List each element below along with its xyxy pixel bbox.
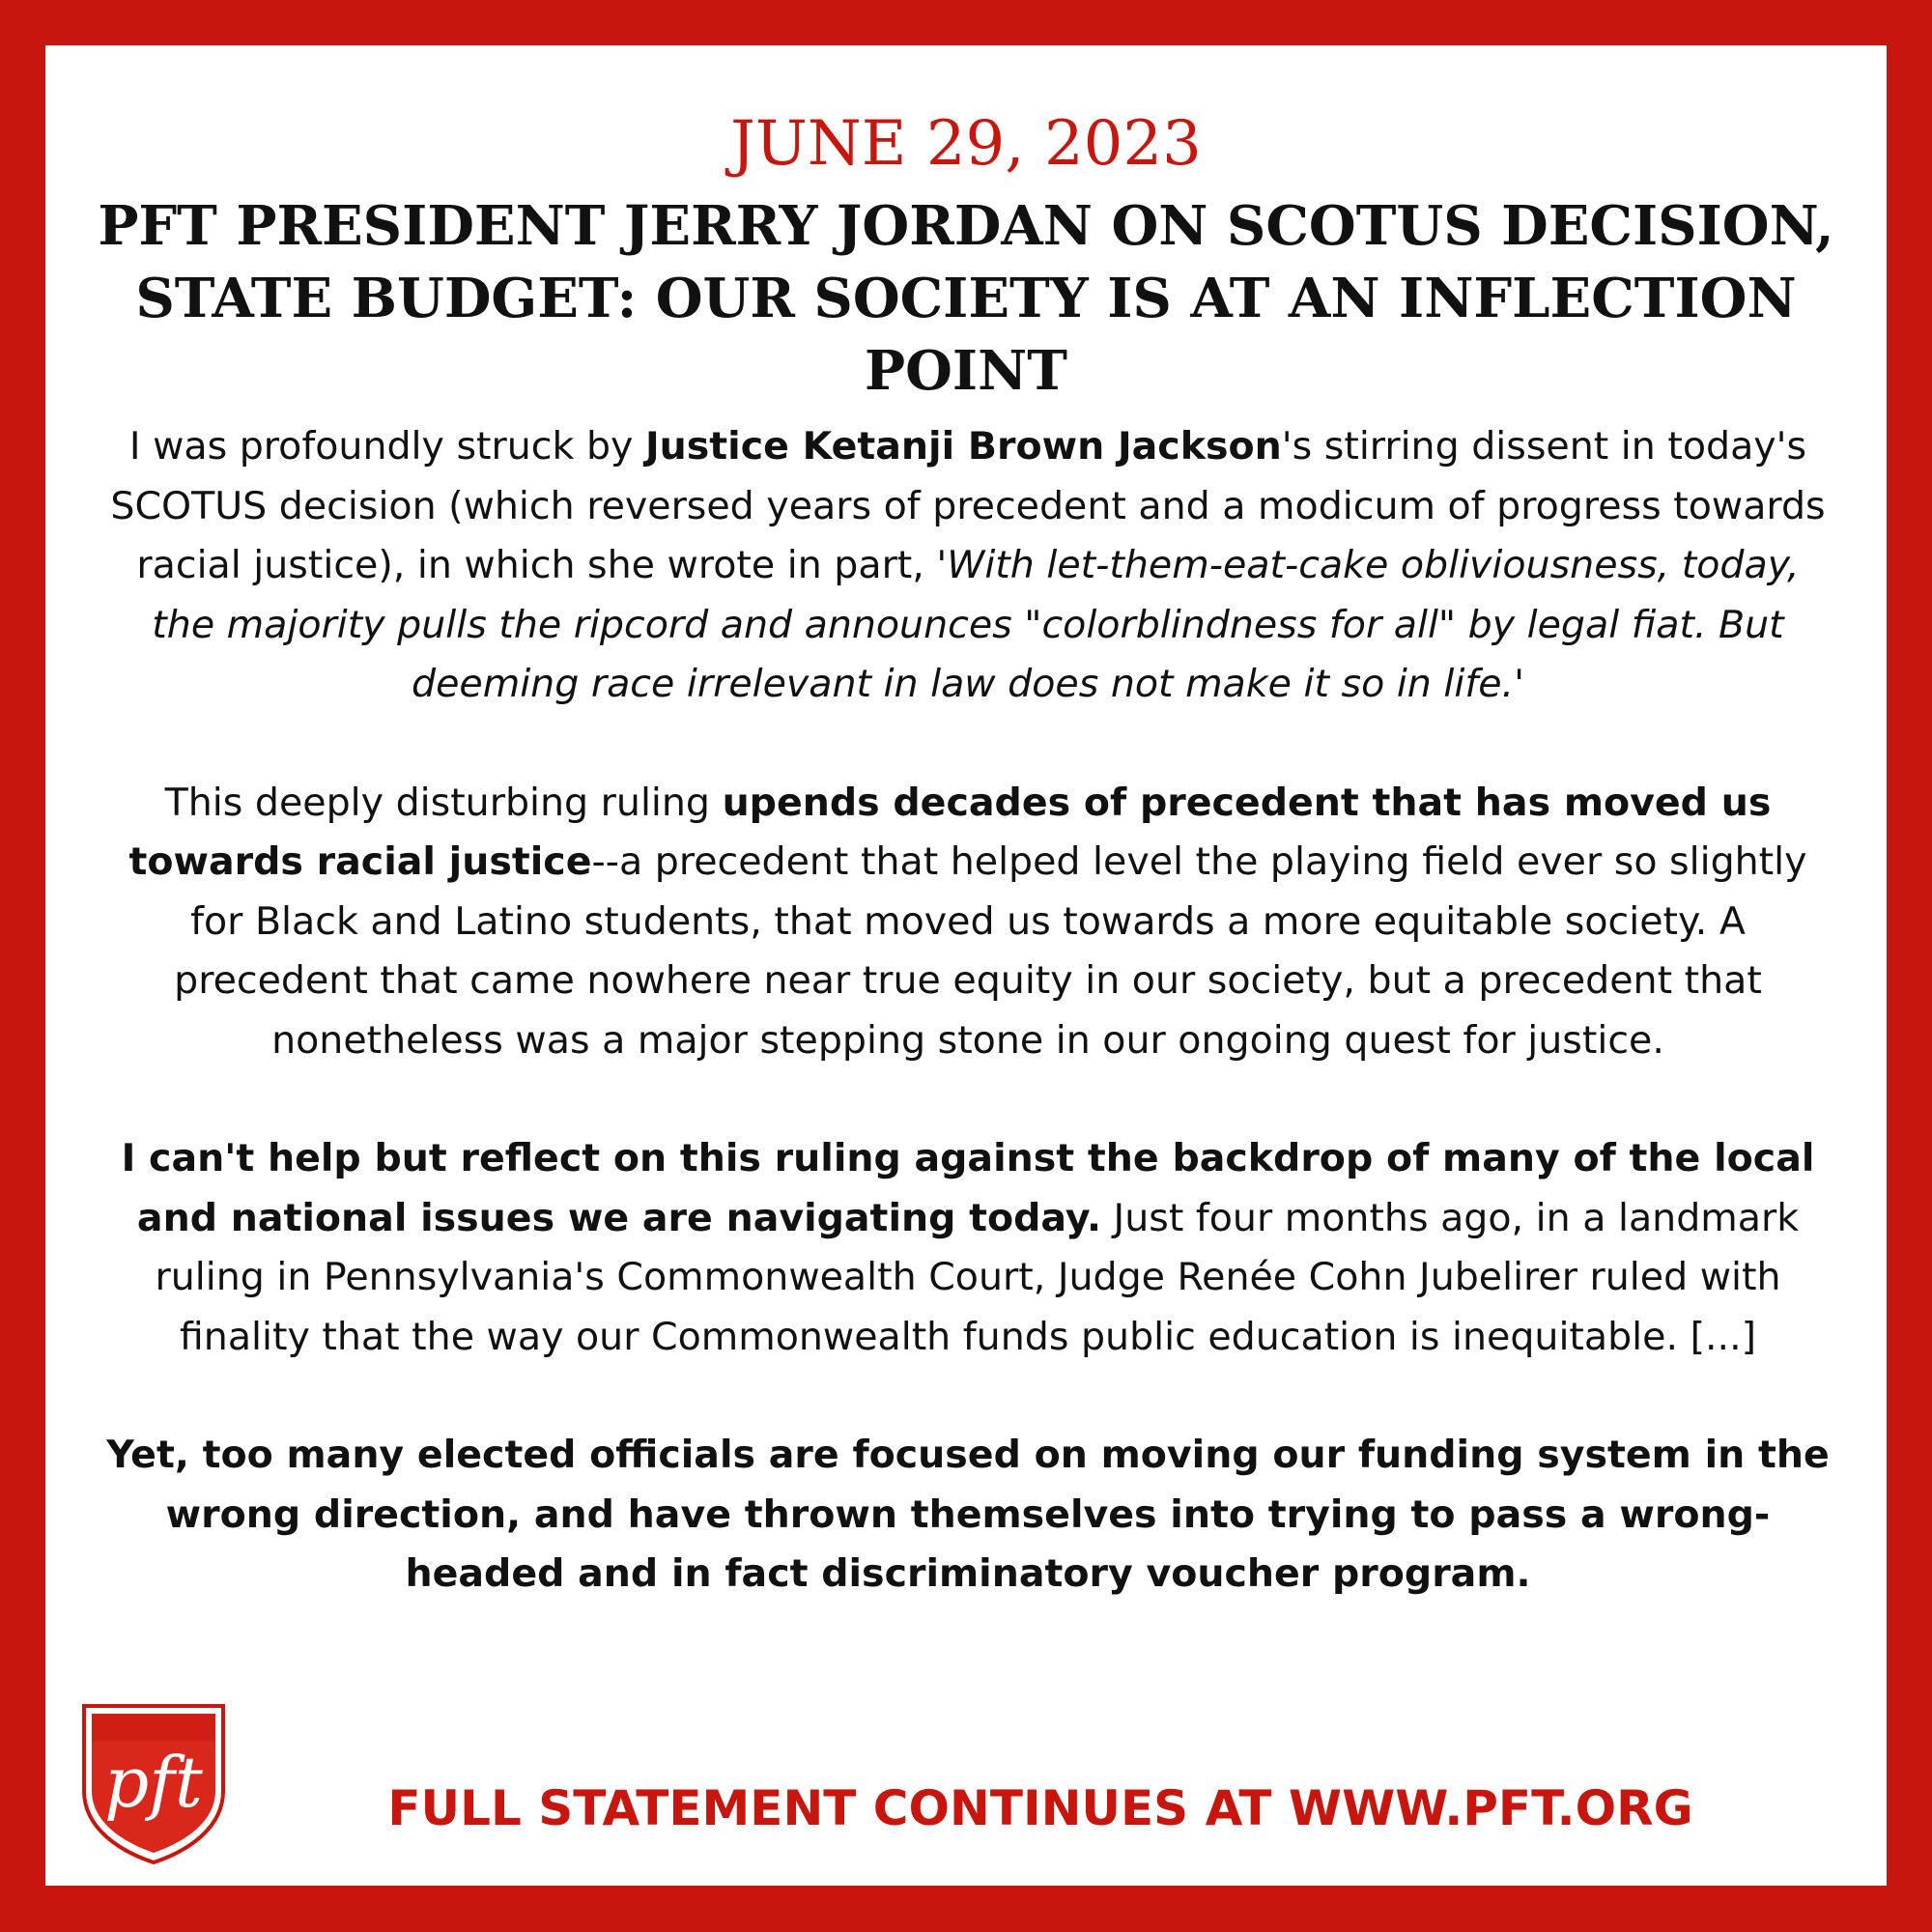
p2-text-a: This deeply disturbing ruling [164, 780, 723, 825]
p1-text-a: I was profoundly struck by [128, 424, 645, 469]
p4-emphasis: Yet, too many elected officials are focused on moving our funding system in the wrong direction, and have thrown themselves into trying to pass a wrong-headed and in fact discriminatory voucher program. [106, 1433, 1830, 1596]
p1-text-e: ' [1514, 662, 1524, 706]
p2-text-c: --a precedent that helped level the playing field ever so slightly for Black and Latino students, that moved us towards a more equitable society. A precedent that came nowhere near true equity in our society, but a precedent that nonetheless was a major stepping stone in our ongoing quest for justice. [174, 839, 1807, 1063]
statement-card [45, 45, 1887, 1886]
p1-text-c: 's stirring dissent in today's SCOTUS decision (which reversed years of precedent and a modicum of progress towards racial justice), in which she wrote in part, ' [110, 424, 1826, 587]
paragraph-quote [103, 417, 1833, 715]
statement-body [103, 417, 1833, 1605]
full-statement-link[interactable]: FULL STATEMENT CONTINUES AT WWW.PFT.ORG [387, 1780, 1693, 1836]
justice-name: Justice Ketanji Brown Jackson [644, 424, 1282, 469]
logo-text: pft [104, 1742, 203, 1823]
paragraph-reflection [103, 1129, 1833, 1367]
statement-date: JUNE 29, 2023 [730, 108, 1202, 180]
p2-emphasis: upends decades of precedent that has moved us towards racial justice [128, 780, 1772, 884]
dissent-quote: With let-them-eat-cake obliviousness, today, the majority pulls the ripcord and announces "colorblindness for all" by legal fiat. But deeming race irrelevant in law does not make it so in life. [152, 543, 1800, 706]
p3-text-b: Just four months ago, in a landmark ruling in Pennsylvania's Commonwealth Court, Judge Renée Cohn Jubelirer ruled with finality that the way our Commonwealth funds public education is inequitable. [...] [155, 1195, 1800, 1359]
statement-headline: PFT PRESIDENT JERRY JORDAN ON SCOTUS DECISION, STATE BUDGET: OUR SOCIETY IS AT AN INFLECTION POINT [98, 194, 1834, 403]
paragraph-ruling [103, 774, 1833, 1071]
paragraph-vouchers [103, 1426, 1833, 1605]
pft-shield-logo [80, 1702, 227, 1866]
p3-emphasis: I can't help but reflect on this ruling against the backdrop of many of the local and national issues we are navigating today. [121, 1136, 1815, 1240]
